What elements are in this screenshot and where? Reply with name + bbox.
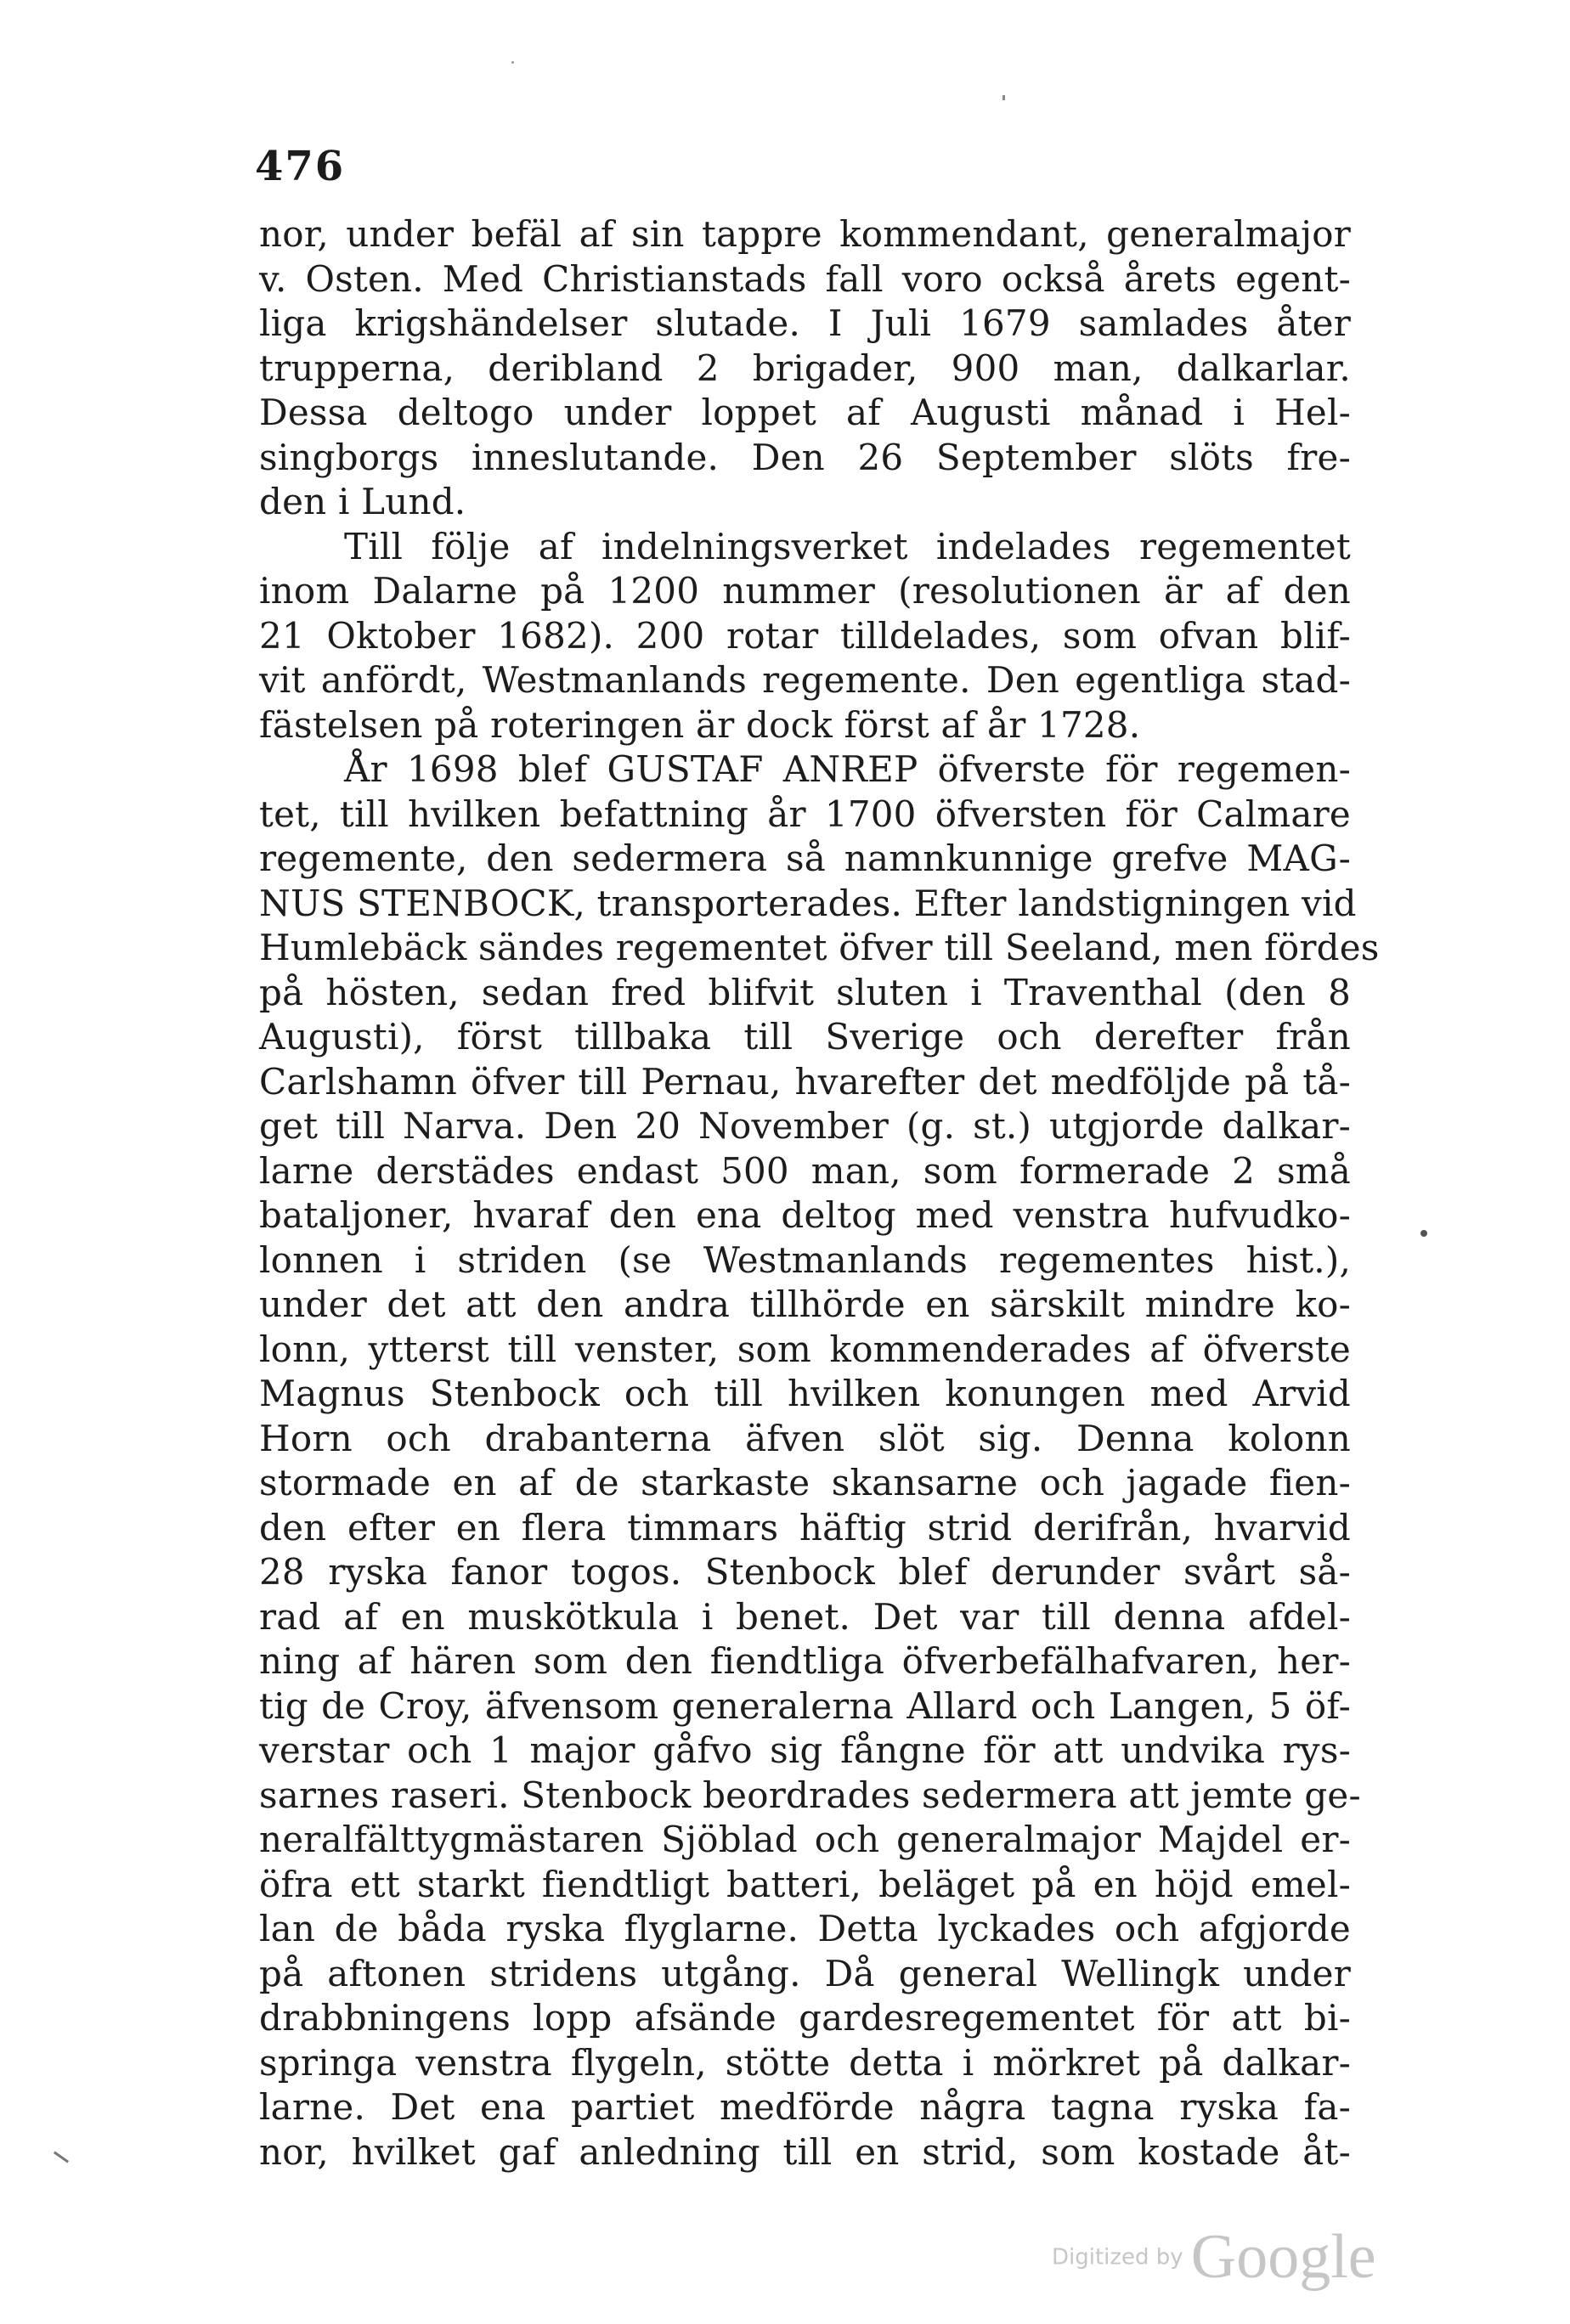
- text-line: Dessa deltogo under loppet af Augusti månad i Hel-: [259, 392, 1351, 433]
- text-line: tig de Croy, äfvensom generalerna Allard och Langen, 5 öf-: [259, 1684, 1351, 1727]
- text-line: öfra ett starkt fiendtligt batteri, beläget på en höjd emel-: [259, 1863, 1351, 1905]
- text-line: ning af hären som den fiendtliga öfverbefälhafvaren, her-: [259, 1640, 1351, 1682]
- text-line: den i Lund.: [259, 481, 466, 522]
- text-line: larne. Det ena partiet medförde några tagna ryska fa-: [259, 2086, 1351, 2128]
- text-line: larne derstädes endast 500 man, som formerade 2 små: [259, 1149, 1351, 1192]
- text-line: Augusti), först tillbaka till Sverige och derefter från: [259, 1016, 1351, 1058]
- text-line: trupperna, deribland 2 brigader, 900 man, dalkarlar.: [259, 347, 1351, 389]
- text-line: liga krigshändelser slutade. I Juli 1679 samlades åter: [259, 302, 1351, 344]
- text-line: nor, hvilket gaf anledning till en strid, som kostade åt-: [259, 2130, 1351, 2173]
- text-line: vit anfördt, Westmanlands regemente. Den egentliga stad-: [259, 659, 1351, 701]
- watermark-brand: Google: [1190, 2222, 1376, 2292]
- text-line: på hösten, sedan fred blifvit sluten i Traventhal (den 8: [259, 971, 1351, 1013]
- scan-speck: [1420, 1230, 1427, 1237]
- text-line: verstar och 1 major gåfvo sig fångne för att undvika rys-: [259, 1729, 1351, 1771]
- text-line: på aftonen stridens utgång. Då general Wellingk under: [259, 1952, 1351, 1994]
- page-number: 476: [255, 143, 346, 190]
- text-line: Horn och drabanterna äfven slöt sig. Denna kolonn: [259, 1417, 1351, 1459]
- text-line: sarnes raseri. Stenbock beordrades sedermera att jemte ge-: [259, 1774, 1361, 1816]
- watermark-prefix: Digitized by: [1052, 2244, 1183, 2270]
- text-line: den efter en flera timmars häftig strid derifrån, hvarvid: [259, 1506, 1351, 1548]
- paragraph-start-line: År 1698 blef GUSTAF ANREP öfverste för regemen-: [344, 748, 1351, 790]
- text-line: nor, under befäl af sin tappre kommendant, generalmajor: [259, 213, 1351, 255]
- scan-speck: [511, 61, 514, 64]
- scan-speck: [1002, 95, 1005, 100]
- text-line: inom Dalarne på 1200 nummer (resolutionen är af den: [259, 570, 1351, 612]
- text-line: Carlshamn öfver till Pernau, hvarefter det medföljde på tå-: [259, 1060, 1351, 1103]
- text-line: singborgs inneslutande. Den 26 September slöts fre-: [259, 436, 1351, 478]
- paragraph-start-line: Till följe af indelningsverket indelades regementet: [344, 525, 1351, 567]
- text-line: springa venstra flygeln, stötte detta i mörkret på dalkar-: [259, 2041, 1351, 2084]
- text-line: v. Osten. Med Christianstads fall voro också årets egent-: [259, 257, 1351, 300]
- body-text: [259, 212, 1380, 2175]
- text-line: regemente, den sedermera så namnkunnige grefve MAG-: [259, 838, 1351, 879]
- text-line: bataljoner, hvaraf den ena deltog med venstra hufvudko-: [259, 1194, 1351, 1236]
- text-line: rad af en muskötkula i benet. Det var till denna afdel-: [259, 1595, 1351, 1638]
- text-line: get till Narva. Den 20 November (g. st.) utgjorde dalkar-: [259, 1105, 1351, 1147]
- text-line: 28 ryska fanor togos. Stenbock blef derunder svårt så-: [259, 1551, 1351, 1593]
- text-line: under det att den andra tillhörde en särskilt mindre ko-: [259, 1283, 1351, 1325]
- text-line: NUS STENBOCK, transporterades. Efter landstigningen vid: [259, 882, 1357, 924]
- text-line: lan de båda ryska flyglarne. Detta lyckades och afgjorde: [259, 1908, 1351, 1949]
- text-line: 21 Oktober 1682). 200 rotar tilldelades, som ofvan blif-: [259, 614, 1351, 657]
- text-line: lonn, ytterst till venster, som kommenderades af öfverste: [259, 1328, 1351, 1370]
- digitized-watermark: [1052, 2221, 1376, 2293]
- text-line: Magnus Stenbock och till hvilken konungen med Arvid: [259, 1373, 1351, 1414]
- text-line: fästelsen på roteringen är dock först af år 1728.: [259, 703, 1141, 746]
- text-line: drabbningens lopp afsände gardesregementet för att bi-: [259, 1997, 1351, 2039]
- scan-speck: [54, 2152, 69, 2163]
- text-line: tet, till hvilken befattning år 1700 öfversten för Calmare: [259, 793, 1351, 835]
- text-line: stormade en af de starkaste skansarne och jagade fien-: [259, 1462, 1351, 1503]
- text-line: lonnen i striden (se Westmanlands regementes hist.),: [259, 1238, 1351, 1281]
- text-line: Humlebäck sändes regementet öfver till Seeland, men fördes: [259, 927, 1380, 968]
- text-line: neralfälttygmästaren Sjöblad och generalmajor Majdel er-: [259, 1819, 1351, 1860]
